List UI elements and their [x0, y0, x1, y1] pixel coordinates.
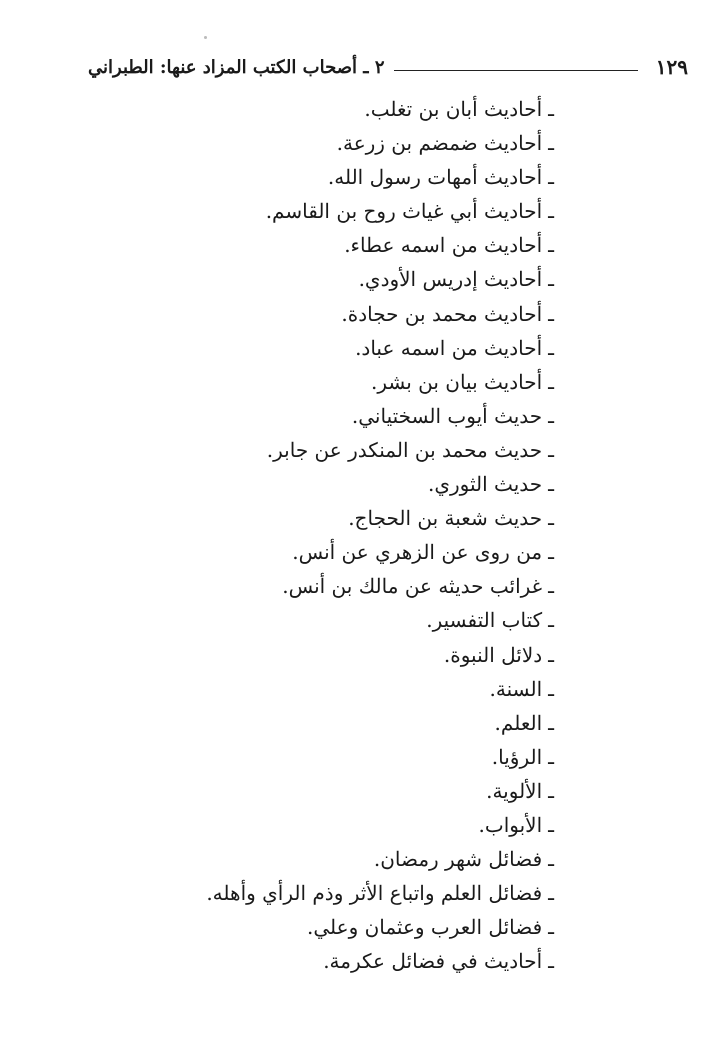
list-dash: ـ: [548, 778, 554, 803]
list-dash: ـ: [548, 949, 554, 974]
entry-text: الألوية.: [486, 778, 543, 803]
entry-text: أحاديث أبي غياث روح بن القاسم.: [265, 199, 543, 224]
list-item: [150, 808, 554, 842]
entry-text: أحاديث من اسمه عطاء.: [344, 233, 543, 258]
list-item: [150, 160, 554, 194]
list-dash: ـ: [548, 335, 554, 360]
list-dash: ـ: [548, 608, 554, 633]
entry-text: أحاديث محمد بن حجادة.: [341, 301, 543, 326]
header-rule: [394, 70, 637, 71]
list-dash: ـ: [548, 369, 554, 394]
list-item: [150, 399, 554, 433]
list-item: [150, 603, 554, 637]
list-dash: ـ: [548, 199, 554, 224]
list-item: [150, 876, 554, 910]
entry-text: العلم.: [494, 710, 543, 735]
list-dash: ـ: [548, 642, 554, 667]
list-dash: ـ: [548, 540, 554, 565]
list-item: [150, 740, 554, 774]
list-item: [150, 194, 554, 228]
list-item: [150, 262, 554, 296]
list-dash: ـ: [548, 744, 554, 769]
list-dash: ـ: [548, 915, 554, 940]
list-dash: ـ: [548, 233, 554, 258]
list-item: [150, 638, 554, 672]
entry-text: حديث أيوب السختياني.: [351, 403, 543, 428]
entry-text: دلائل النبوة.: [443, 642, 543, 667]
list-item: [150, 365, 554, 399]
entry-text: من روى عن الزهري عن أنس.: [292, 540, 543, 565]
list-dash: ـ: [548, 437, 554, 462]
list-item: [150, 433, 554, 467]
list-dash: ـ: [548, 574, 554, 599]
list-dash: ـ: [548, 506, 554, 531]
list-dash: ـ: [548, 710, 554, 735]
list-item: [150, 297, 554, 331]
entry-text: الرؤيا.: [491, 744, 543, 769]
list-dash: ـ: [548, 267, 554, 292]
list-dash: ـ: [548, 131, 554, 156]
list-dash: ـ: [548, 97, 554, 121]
entry-text: الأبواب.: [478, 812, 543, 837]
list-item: [150, 92, 554, 126]
entry-text: أحاديث أبان بن تغلب.: [364, 97, 543, 121]
entry-text: أحاديث أمهات رسول الله.: [327, 165, 543, 190]
entry-text: حديث شعبة بن الحجاج.: [348, 506, 543, 531]
list-item: [150, 228, 554, 262]
entry-text: حديث محمد بن المنكدر عن جابر.: [266, 437, 543, 462]
entry-text: فضائل العرب وعثمان وعلي.: [306, 915, 543, 940]
list-dash: ـ: [548, 403, 554, 428]
list-dash: ـ: [548, 881, 554, 906]
running-title: ٢ ـ أصحاب الكتب المزاد عنها: الطبراني: [88, 56, 385, 78]
entry-text: غرائب حديثه عن مالك بن أنس.: [282, 574, 543, 599]
list-dash: ـ: [548, 812, 554, 837]
list-item: [150, 467, 554, 501]
list-item: [150, 706, 554, 740]
entry-text: أحاديث في فضائل عكرمة.: [323, 949, 543, 974]
list-item: [150, 672, 554, 706]
entry-text: السنة.: [489, 676, 543, 701]
list-item: [150, 910, 554, 944]
entry-text: أحاديث ضمضم بن زرعة.: [336, 131, 543, 156]
scan-speck: [204, 36, 207, 39]
entry-text: فضائل العلم واتباع الأثر وذم الرأي وأهله.: [206, 881, 543, 906]
page-header: [88, 52, 688, 82]
entry-text: حديث الثوري.: [428, 472, 543, 497]
list-item: [150, 774, 554, 808]
list-item: [150, 569, 554, 603]
list-item: [150, 126, 554, 160]
page-number: ١٢٩: [655, 55, 688, 79]
list-item: [150, 842, 554, 876]
entry-text: أحاديث إدريس الأودي.: [358, 267, 543, 292]
entry-text: فضائل شهر رمضان.: [373, 847, 543, 872]
list-dash: ـ: [548, 847, 554, 872]
list-item: [150, 944, 554, 978]
entry-text: أحاديث من اسمه عباد.: [355, 335, 543, 360]
list-item: [150, 501, 554, 535]
list-dash: ـ: [548, 165, 554, 190]
entry-text: أحاديث بيان بن بشر.: [370, 369, 543, 394]
list-dash: ـ: [548, 472, 554, 497]
list-dash: ـ: [548, 301, 554, 326]
entry-text: كتاب التفسير.: [426, 608, 543, 633]
list-item: [150, 331, 554, 365]
list-dash: ـ: [548, 676, 554, 701]
list-item: [150, 535, 554, 569]
book-list: [150, 92, 554, 978]
